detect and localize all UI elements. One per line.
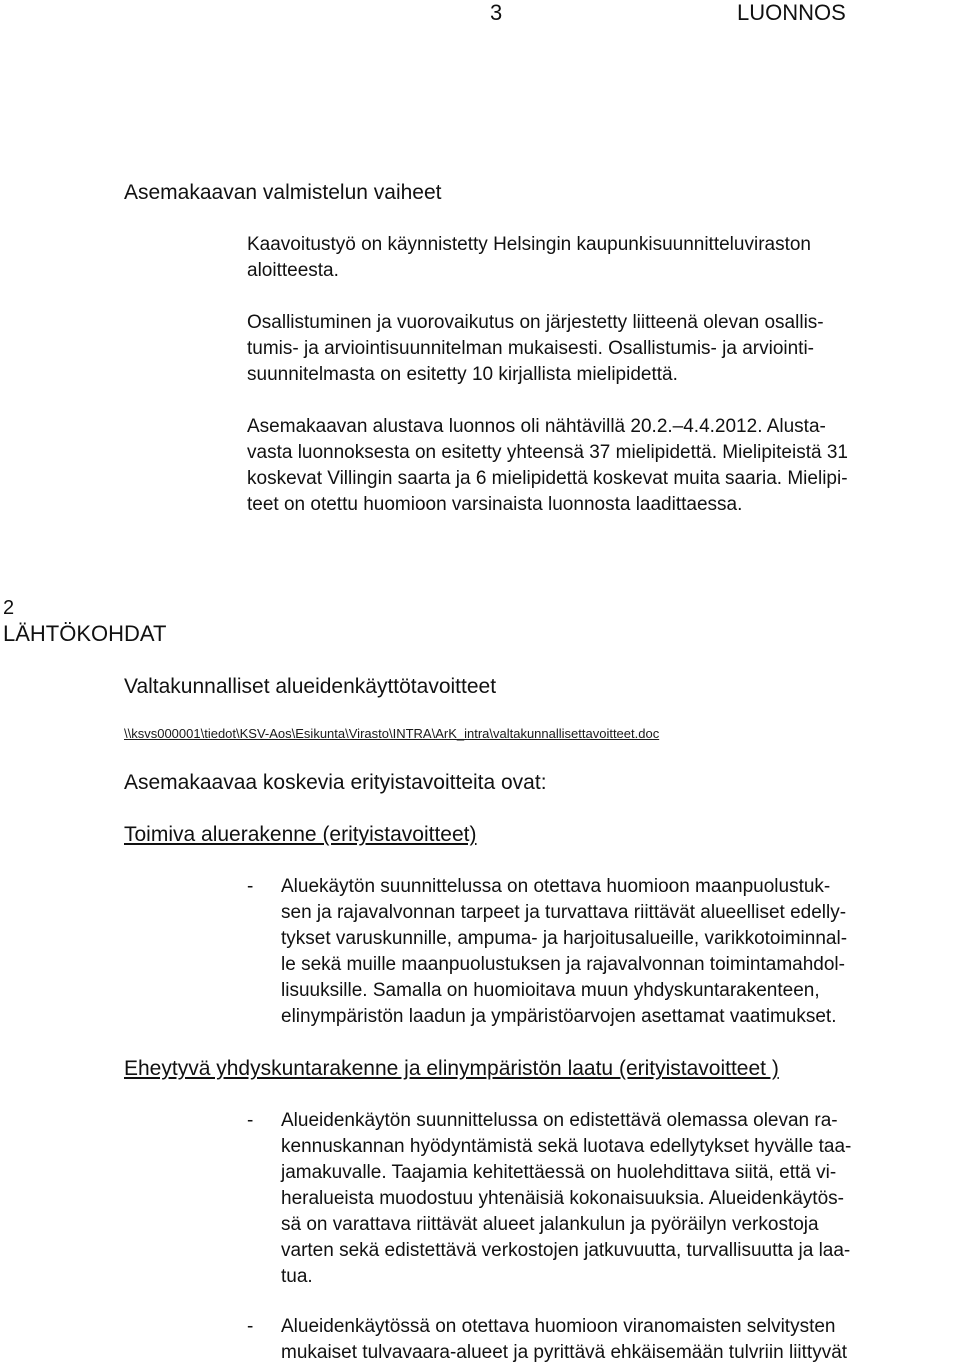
bullet-line: jamakuvalle. Taajamia kehitettäessä on huolehdittava siitä, että vi- <box>281 1162 837 1183</box>
bullet-line: tua. <box>281 1266 313 1287</box>
paragraph-draft <box>247 414 957 518</box>
paragraph-line: koskevat Villingin saarta ja 6 mielipidettä koskevat muita saaria. Mielipi- <box>247 468 848 489</box>
bullet-marker: - <box>247 1110 254 1131</box>
preparation-heading: Asemakaavan valmistelun vaiheet <box>124 181 442 204</box>
bullet-line: elinympäristön laadun ja ympäristöarvojen asettamat vaatimukset. <box>281 1006 837 1027</box>
bullet-line: Alueidenkäytön suunnittelussa on edistettävä olemassa olevan ra- <box>281 1110 838 1131</box>
national-goals-heading: Valtakunnalliset alueidenkäyttötavoitteet <box>124 675 497 698</box>
bullet-line: sen ja rajavalvonnan tarpeet ja turvattava riittävät alueelliset edelly- <box>281 902 847 923</box>
document-status: LUONNOS <box>737 0 846 25</box>
bullet-text <box>281 1314 960 1366</box>
paragraph-line: Asemakaavan alustava luonnos oli nähtävillä 20.2.–4.4.2012. Alusta- <box>247 416 826 437</box>
bullet-line: varten sekä edistettävä verkostojen jatkuvuutta, turvallisuutta ja laa- <box>281 1240 851 1261</box>
bullet-line: Aluekäytön suunnittelussa on otettava huomioon maanpuolustuk- <box>281 876 831 897</box>
bullet-marker: - <box>247 1316 254 1337</box>
paragraph-line: Osallistuminen ja vuorovaikutus on järjestetty liitteenä olevan osallis- <box>247 312 824 333</box>
bullet-text <box>281 874 960 1030</box>
national-goals-link[interactable]: \\ksvs000001\tiedot\KSV-Aos\Esikunta\Virasto\INTRA\ArK_intra\valtakunnallisettavoitteet.doc <box>124 726 660 741</box>
paragraph-participation <box>247 310 957 388</box>
subsection-heading-regional-structure: Toimiva aluerakenne (erityistavoitteet) <box>124 823 477 846</box>
bullet-line: lisuuksille. Samalla on huomioitava muun yhdyskuntarakenteen, <box>281 980 820 1001</box>
bullet-line: heralueista muodostuu yhtenäisiä kokonaisuuksia. Alueidenkäytös- <box>281 1188 844 1209</box>
page-number: 3 <box>490 0 503 25</box>
bullet-text <box>281 1108 960 1290</box>
bullet-line: tykset varuskunnille, ampuma- ja harjoitusalueille, varikkotoiminnal- <box>281 928 848 949</box>
bullet-line: sä on varattava riittävät alueet jalankulun ja pyöräilyn verkostoja <box>281 1214 819 1235</box>
paragraph-line: tumis- ja arviointisuunnitelman mukaisesti. Osallistumis- ja arviointi- <box>247 338 815 359</box>
bullet-line: le sekä muille maanpuolustuksen ja rajavalvonnan toimintamahdol- <box>281 954 845 975</box>
bullet-line: mukaiset tulvavaara-alueet ja pyrittävä ehkäisemään tulvriin liittyvät <box>281 1342 848 1363</box>
paragraph-line: teet on otettu huomioon varsinaista luonnosta laadittaessa. <box>247 494 743 515</box>
bullet-marker: - <box>247 876 254 897</box>
section-number: 2 <box>3 597 15 619</box>
bullet-line: kennuskannan hyödyntämistä sekä luotava edellytykset hyvälle taa- <box>281 1136 852 1157</box>
section-title: LÄHTÖKOHDAT <box>3 621 167 646</box>
special-goals-heading: Asemakaavaa koskevia erityistavoitteita ovat: <box>124 771 547 794</box>
paragraph-line: Kaavoitustyö on käynnistetty Helsingin kaupunkisuunnitteluviraston <box>247 234 811 255</box>
paragraph-line: aloitteesta. <box>247 260 339 281</box>
paragraph-line: suunnitelmasta on esitetty 10 kirjallista mielipidettä. <box>247 364 678 385</box>
paragraph-line: vasta luonnoksesta on esitetty yhteensä 37 mielipidettä. Mielipiteistä 31 <box>247 442 848 463</box>
paragraph-initiative <box>247 232 957 284</box>
subsection-heading-community-structure: Eheytyvä yhdyskuntarakenne ja elinympäristön laatu (erityistavoitteet ) <box>124 1057 779 1080</box>
bullet-line: Alueidenkäytössä on otettava huomioon viranomaisten selvitysten <box>281 1316 836 1337</box>
